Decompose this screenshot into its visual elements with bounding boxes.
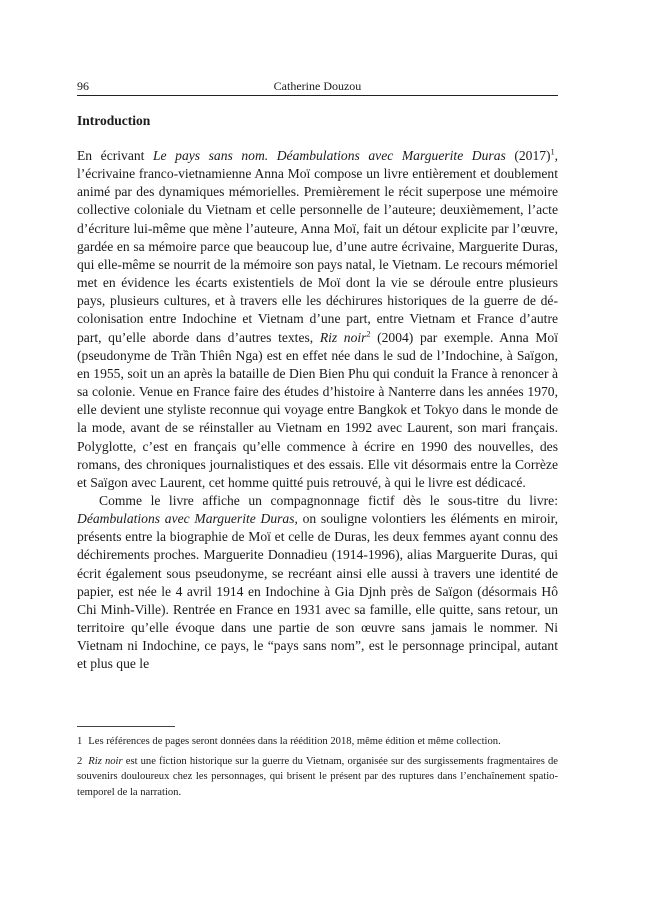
p2-text: , on souligne volontiers les éléments en miroir, présents entre la biographie de Moï et celle de Duras, les deux femmes ayant connu des déchirements proches. Marguerite Donnadieu (1914-1996), alias Marguerite Duras, qui écrit également sous pseudonyme, se recréant ainsi elle aussi à travers une identité de papier, est née le 4 avril 1914 en Indochine à Gia Djnh près de Saïgon (désormais Hô Chi Minh-Ville). Rentrée en France en 1931 avec sa famille, elle quitte, sans retour, un territoire qu’elle évoque dans une partie de son œuvre sans jamais le nommer. Ni Vietnam ni Indochine, ce pays, le “pays sans nom”, est le personnage principal, autant et plus que le: [77, 511, 558, 672]
footnote-2: [77, 754, 558, 800]
footnote-ref-2[interactable]: 2: [366, 329, 371, 339]
footnote-rule: [77, 726, 175, 727]
p1-text-b: (2004) par exemple. Anna Moï (pseudonyme de Trần Thiên Nga) est en effet née dans le sud de l’Indochine, à Saïgon, en 1955, soit un an après la bataille de Dien Bien Phu qui conduit la France à renoncer à sa colonie. Venue en France faire des études d’histoire à Nanterre dans les années 1970, elle devient une styliste reconnue qui voyage entre Bangkok et Tokyo dans le monde de la mode, avant de se réinstaller au Vietnam en 1992 avec Laurent, son mari français. Polyglotte, c’est en français qu’elle commence à écrire en 1990 des nouvelles, des romans, des chroniques journalistiques et des essais. Elle vit désormais entre la Corrèze et Saïgon avec Laurent, cet homme quitté puis retrouvé, à qui le livre est dédicacé.: [77, 329, 558, 490]
paragraph-1: [77, 147, 558, 492]
header-rule: [77, 95, 558, 96]
page-number: 96: [77, 79, 89, 93]
footnote-text: Les références de pages seront données dans la réédition 2018, même édition et même collection.: [88, 736, 501, 747]
book-subtitle: Déambulations avec Marguerite Duras: [77, 511, 295, 527]
p1-text-a: , l’écrivaine franco-vietnamienne Anna Moï compose un livre entièrement et doublement animé par des dynamiques mémorielles. Premièrement le récit superpose une mémoire collective coloniale du Vietnam et celle personnelle de l’auteure; deuxièmement, l’acte d’écriture lui-même que mène l’auteure, Anna Moï, fait un détour explicite par l’œuvre, gardée en sa mémoire parce que beaucoup lue, d’une autre écrivaine, Marguerite Duras, qui elle-même se nourrit de la mémoire son pays natal, le Vietnam. Le recours mémoriel met en évidence les écarts existentiels de Moï dont la vie se déroule entre plusieurs pays, plusieurs cultures, et à travers elle les déchirures historiques de la guerre de décolonisation entre Indochine et Vietnam d’une part, entre Vietnam et France d’autre part, qu’elle aborde dans d’autres textes,: [77, 148, 558, 345]
footnote-number: 2: [77, 756, 83, 768]
section-title: Introduction: [77, 113, 151, 128]
running-author: Catherine Douzou: [273, 79, 362, 93]
footnote-number: 1: [77, 736, 83, 747]
riz-noir-title: Riz noir: [319, 329, 367, 345]
body-text: [77, 147, 558, 674]
p1-lead: En écrivant: [77, 148, 153, 163]
footnote-ref-1[interactable]: 1: [550, 147, 555, 157]
p1-year: (2017): [505, 148, 551, 163]
footnotes: [77, 734, 558, 805]
paragraph-2: [77, 492, 558, 674]
footnote-text: est une fiction historique sur la guerre du Vietnam, organisée sur des surgissements fragmentaires de souvenirs douloureux chez les personnages, qui brisent le présent par des ruptures dans l’enchaînement spatio-temporel de la narration.: [77, 756, 558, 798]
p2-lead: Comme le livre affiche un compagnonnage fictif dès le sous-titre du livre:: [99, 492, 558, 508]
footnote-1: [77, 734, 558, 749]
book-title: Le pays sans nom. Déambulations avec Marguerite Duras: [153, 148, 506, 163]
footnote-italic: Riz noir: [88, 756, 123, 768]
